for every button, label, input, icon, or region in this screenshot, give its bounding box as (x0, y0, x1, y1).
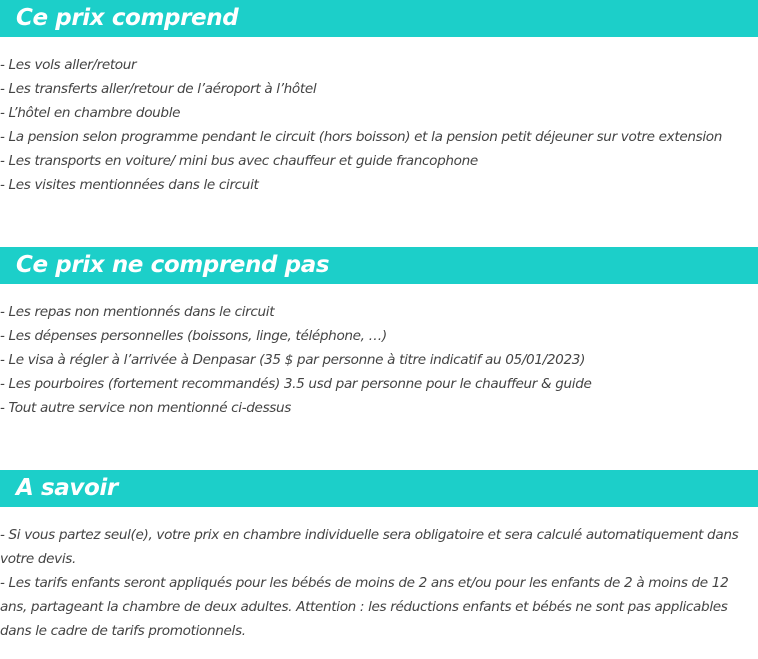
section-title: A savoir (16, 475, 118, 501)
good-to-know-body (0, 523, 758, 643)
info-paragraph: - Si vous partez seul(e), votre prix en chambre individuelle sera obligatoire et sera calculé automatiquement dans votre devis. (0, 527, 739, 567)
list-item: - Les transferts aller/retour de l’aéroport à l’hôtel (0, 81, 317, 97)
section-not-included (0, 247, 758, 420)
list-item: - Les pourboires (fortement recommandés) 3.5 usd par personne pour le chauffeur & guide (0, 376, 592, 392)
section-title: Ce prix comprend (16, 5, 239, 31)
list-item: - Tout autre service non mentionné ci-dessus (0, 400, 292, 416)
list-item: - Les dépenses personnelles (boissons, linge, téléphone, …) (0, 328, 387, 344)
list-item: - Les repas non mentionnés dans le circuit (0, 304, 275, 320)
list-item: - Les vols aller/retour (0, 57, 137, 73)
section-header (0, 470, 758, 507)
not-included-list (0, 300, 758, 420)
info-paragraph: - Les tarifs enfants seront appliqués pour les bébés de moins de 2 ans et/ou pour les enfants de 2 à moins de 12 ans, partageant la chambre de deux adultes. Attention : les réductions enfants et bébés ne sont pas applicables dans le cadre de tarifs promotionnels. (0, 575, 729, 639)
list-item: - Le visa à régler à l’arrivée à Denpasar (35 $ par personne à titre indicatif au 05/01/2023) (0, 352, 586, 368)
list-item: - L’hôtel en chambre double (0, 105, 181, 121)
section-included (0, 0, 758, 197)
included-list (0, 53, 758, 197)
section-title: Ce prix ne comprend pas (16, 252, 330, 278)
section-header (0, 0, 758, 37)
list-item: - La pension selon programme pendant le circuit (hors boisson) et la pension petit déjeuner sur votre extension (0, 129, 723, 145)
section-good-to-know (0, 470, 758, 643)
section-header (0, 247, 758, 284)
list-item: - Les visites mentionnées dans le circuit (0, 177, 259, 193)
list-item: - Les transports en voiture/ mini bus avec chauffeur et guide francophone (0, 153, 478, 169)
